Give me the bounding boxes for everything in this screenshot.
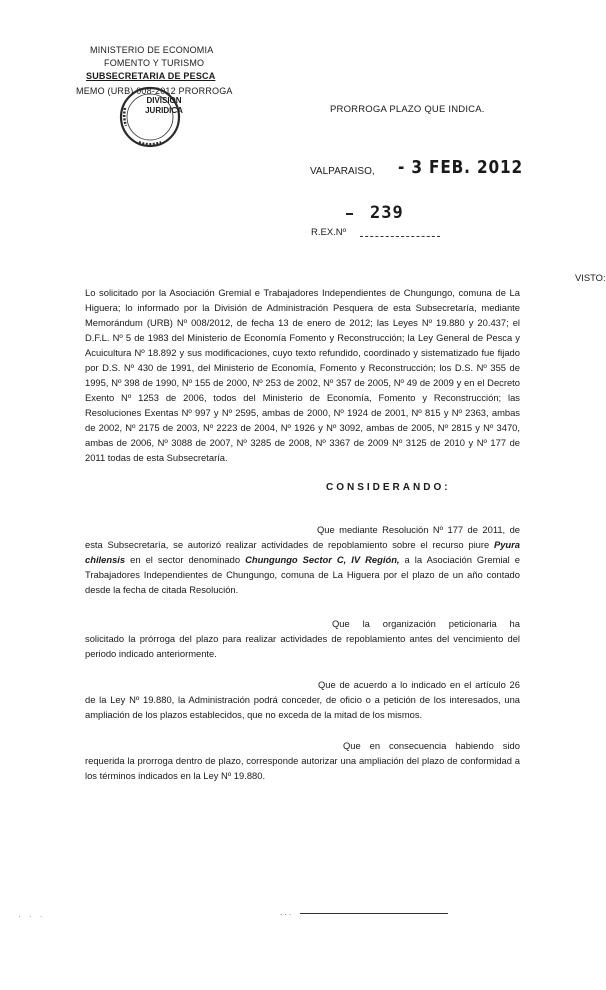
c1-text-a: Que mediante Resolución Nº 177 de 2011, de esta Subsecretaría, se autorizó realizar actividades de repoblamiento sobre el recurso piure xyxy=(85,524,520,550)
rex-underline xyxy=(360,236,440,237)
c1-text-c: a la Asociación Gremial e Trabajadores Independientes de Chungungo, comuna de La Higuera por el plazo de un año contado desde la fecha de citada Resolución. xyxy=(85,554,520,595)
ministry-name: MINISTERIO DE ECONOMIA xyxy=(90,45,214,55)
c1-sector: Chungungo Sector C, IV Región, xyxy=(245,554,400,565)
resolution-number: 239 xyxy=(370,203,404,223)
document-subject: PRORROGA PLAZO QUE INDICA. xyxy=(330,104,485,115)
number-dash xyxy=(346,213,353,215)
memo-reference: MEMO (URB) 008-2012 PRORROGA xyxy=(76,86,233,96)
signature-dots: . . . xyxy=(280,908,292,917)
stamp-text xyxy=(140,96,188,116)
c1-species: Pyura chilensis xyxy=(85,539,520,565)
signature-line xyxy=(300,913,448,914)
stamp-line-1: DIVISION xyxy=(146,96,182,105)
considerando-3: Que de acuerdo a lo indicado en el artículo 26 de la Ley Nº 19.880, la Administración podrá conceder, de oficio o a petición de los interesados, una ampliación de los plazos establecidos, que no exceda de la mitad de los mismos. xyxy=(85,679,520,720)
visto-lead: VISTO: xyxy=(575,272,606,283)
stamp-line-2: JURIDICA xyxy=(145,106,183,115)
subsecretaria-name: SUBSECRETARIA DE PESCA xyxy=(86,71,216,81)
rex-label: R.EX.Nº xyxy=(311,227,347,238)
considerando-heading: CONSIDERANDO: xyxy=(326,482,451,493)
considerando-2: Que la organización peticionaria ha solicitado la prórroga del plazo para realizar actividades de repoblamiento antes del vencimiento del periodo indicado anteriormente. xyxy=(85,618,520,659)
c1-text-b: en el sector denominado xyxy=(125,554,246,565)
date-stamp: - 3 FEB. 2012 xyxy=(398,157,523,178)
visto-paragraph xyxy=(85,270,606,465)
considerando-1 xyxy=(85,522,520,597)
visto-text: Lo solicitado por la Asociación Gremial e Trabajadores Independientes de Chungungo, comuna de La Higuera; lo informado por la División de Administración Pesquera de esta Subsecretaría, mediante Memorándum (URB) Nº 008/2012, de fecha 13 de enero de 2012; las Leyes Nº 19.880 y 20.437; el D.F.L. Nº 5 de 1983 del Ministerio de Economía Fomento y Reconstrucción; la Ley General de Pesca y Acuicultura Nº 18.892 y sus modificaciones, cuyo texto refundido, coordinado y sistematizado fue fijado por D.S. Nº 430 de 1991, del Ministerio de Economía, Fomento y Reconstrucción; los D.S. Nº 355 de 1995, Nº 398 de 1990, Nº 155 de 2000, Nº 253 de 2002, Nº 357 de 2005, Nº 49 de 2009 y en el Decreto Exento Nº 1253 de 2006, todos del Ministerio de Economía, Fomento y Reconstrucción; las Resoluciones Exentas Nº 997 y Nº 2595, ambas de 2000, Nº 1924 de 2001, Nº 815 y Nº 2363, ambas de 2002, Nº 2175 de 2003, Nº 2223 de 2004, Nº 1926 y Nº 3092, ambas de 2005, Nº 2815 y Nº 3470, ambas de 2006, Nº 3088 de 2007, Nº 3285 de 2008, Nº 3367 de 2009 Nº 3125 de 2010 y Nº 177 de 2011 todas de esta Subsecretaría. xyxy=(85,287,520,463)
ministry-subtitle: FOMENTO Y TURISMO xyxy=(104,58,205,68)
margin-marks: · · · xyxy=(18,912,46,921)
considerando-4: Que en consecuencia habiendo sido requerida la prorroga dentro de plazo, corresponde autorizar una ampliación del plazo de conformidad a los términos indicados en la Ley Nº 19.880. xyxy=(85,740,520,781)
place-label: VALPARAISO, xyxy=(310,166,375,177)
